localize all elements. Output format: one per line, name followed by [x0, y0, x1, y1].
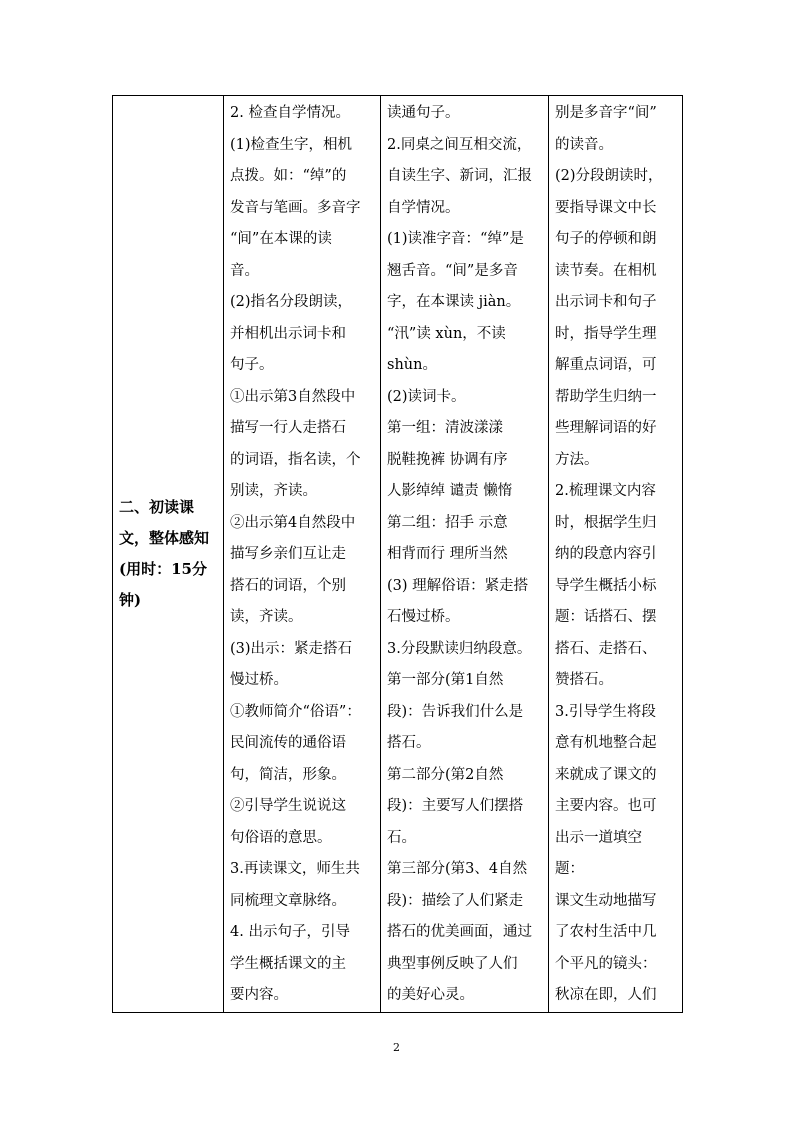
- text-line: 第一部分(第1自然: [387, 672, 504, 688]
- text-line: 二、初读课: [119, 497, 195, 516]
- text-line: 纳的段意内容引: [555, 546, 657, 562]
- text-line: 段)：描绘了人们紧走: [387, 892, 524, 909]
- text-line: 来就成了课文的: [555, 766, 657, 783]
- text-line: 意有机地整合起: [555, 735, 657, 751]
- text-line: 主要内容。也可: [555, 798, 657, 814]
- text-line: 音。: [230, 262, 259, 279]
- text-line: 2.同桌之间互相交流，: [387, 136, 532, 153]
- text-line: 出示一道填空: [555, 829, 642, 846]
- text-line: 别是多音字“间”: [555, 105, 657, 121]
- text-line: 脱鞋挽裤 协调有序: [387, 451, 508, 468]
- text-line: 2.梳理课文内容: [555, 483, 656, 499]
- text-line: 学生概括课文的主: [230, 955, 346, 972]
- text-line: 段)：告诉我们什么是: [387, 703, 524, 720]
- text-line: 发音与笔画。多音字: [230, 199, 361, 216]
- text-line: 句子的停顿和朗: [555, 231, 657, 247]
- text-line: 描写乡亲们互让走: [230, 546, 346, 562]
- text-line: (2)指名分段朗读，: [230, 294, 353, 310]
- text-line: 句俗语的意思。: [230, 829, 332, 846]
- text-line: 的美好心灵。: [387, 987, 474, 1003]
- text-line: 相背而行 理所当然: [387, 546, 508, 562]
- text-line: ①出示第3自然段中: [230, 388, 356, 405]
- text-line: 时，根据学生归: [555, 514, 657, 531]
- text-line: (2)分段朗读时，: [555, 168, 663, 184]
- text-line: 时，指导学生理: [555, 325, 657, 342]
- text-line: (1)读准字音：“绰”是: [387, 231, 524, 247]
- design-notes-lines: [555, 98, 678, 1012]
- text-line: 读节奏。在相机: [555, 262, 657, 279]
- text-line: 搭石的优美画面，通过: [387, 924, 532, 940]
- text-line: 帮助学生归纳一: [555, 388, 657, 405]
- stage-lines: [119, 492, 217, 616]
- text-line: shùn。: [387, 357, 437, 373]
- page-number: 2: [393, 1041, 400, 1054]
- text-line: 字，在本课读 jiàn。: [387, 294, 521, 310]
- text-line: 个平凡的镜头：: [555, 955, 657, 972]
- teacher-activity-lines: [230, 98, 376, 1012]
- text-line: 人影绰绰 谴责 懒惰: [387, 483, 513, 499]
- student-activity-lines: [387, 98, 544, 1012]
- text-line: 题：话搭石、摆: [555, 609, 657, 625]
- text-line: (2)读词卡。: [387, 388, 466, 405]
- text-line: 并相机出示词卡和: [230, 325, 346, 342]
- text-line: 些理解词语的好: [555, 420, 657, 436]
- text-line: 石。: [387, 829, 416, 846]
- lesson-plan-table: [112, 95, 683, 1013]
- text-line: 段)：主要写人们摆搭: [387, 798, 524, 814]
- text-line: 第一组：清波漾漾: [387, 420, 503, 436]
- stage-cell: [113, 96, 224, 1013]
- text-line: 赞搭石。: [555, 672, 613, 688]
- text-line: (3) 理解俗语：紧走搭: [387, 577, 529, 594]
- text-line: 句，简洁，形象。: [230, 766, 346, 783]
- text-line: 句子。: [230, 357, 274, 373]
- text-line: 3.分段默读归纳段意。: [387, 640, 532, 657]
- text-line: 搭石、走搭石、: [555, 640, 657, 657]
- text-line: 2. 检查自学情况。: [230, 105, 350, 121]
- text-line: 第二组：招手 示意: [387, 514, 508, 531]
- text-line: 秋凉在即，人们: [555, 987, 657, 1003]
- text-line: 别读，齐读。: [230, 483, 317, 499]
- text-line: 描写一行人走搭石: [230, 420, 346, 436]
- text-line: ①教师简介“俗语”：: [230, 703, 361, 720]
- text-line: (1)检查生字，相机: [230, 136, 353, 153]
- text-line: 石慢过桥。: [387, 609, 460, 625]
- text-line: (3)出示：紧走搭石: [230, 640, 353, 657]
- text-line: “汛”读 xùn，不读: [387, 325, 506, 342]
- text-line: 读通句子。: [387, 105, 460, 121]
- text-line: 课文生动地描写: [555, 892, 657, 909]
- text-line: 文，整体感知: [119, 528, 210, 547]
- text-line: 3.再读课文，师生共: [230, 861, 360, 877]
- text-line: 要指导课文中长: [555, 199, 657, 216]
- table-row: [113, 96, 683, 1013]
- text-line: 点拨。如：“绰”的: [230, 168, 347, 184]
- text-line: 3.引导学生将段: [555, 703, 656, 720]
- text-line: 的词语，指名读，个: [230, 451, 361, 468]
- text-line: 要内容。: [230, 987, 288, 1003]
- text-line: 了农村生活中几: [555, 924, 657, 940]
- text-line: 出示词卡和句子: [555, 294, 657, 310]
- text-line: ②引导学生说说这: [230, 798, 346, 814]
- text-line: 民间流传的通俗语: [230, 735, 346, 751]
- text-line: 同梳理文章脉络。: [230, 892, 346, 909]
- text-line: 第三部分(第3、4自然: [387, 861, 528, 877]
- text-line: 钟): [119, 590, 142, 609]
- text-line: (用时：15分: [119, 559, 207, 578]
- text-line: 题：: [555, 861, 584, 877]
- text-line: 解重点词语，可: [555, 357, 657, 373]
- text-line: 典型事例反映了人们: [387, 955, 518, 972]
- text-line: 第二部分(第2自然: [387, 766, 504, 783]
- text-line: ②出示第4自然段中: [230, 514, 356, 531]
- text-line: 4. 出示句子，引导: [230, 924, 350, 940]
- text-line: 自读生字、新词，汇报: [387, 168, 532, 184]
- text-line: 搭石的词语，个别: [230, 577, 346, 594]
- text-line: 导学生概括小标: [555, 577, 657, 594]
- student-activity-cell: [381, 96, 549, 1013]
- text-line: 方法。: [555, 451, 599, 468]
- design-notes-cell: [549, 96, 683, 1013]
- text-line: 的读音。: [555, 136, 613, 153]
- text-line: “间”在本课的读: [230, 231, 332, 247]
- text-line: 翘舌音。“间”是多音: [387, 262, 518, 279]
- text-line: 读，齐读。: [230, 609, 303, 625]
- text-line: 自学情况。: [387, 199, 460, 216]
- teacher-activity-cell: [224, 96, 381, 1013]
- text-line: 慢过桥。: [230, 672, 288, 688]
- text-line: 搭石。: [387, 735, 431, 751]
